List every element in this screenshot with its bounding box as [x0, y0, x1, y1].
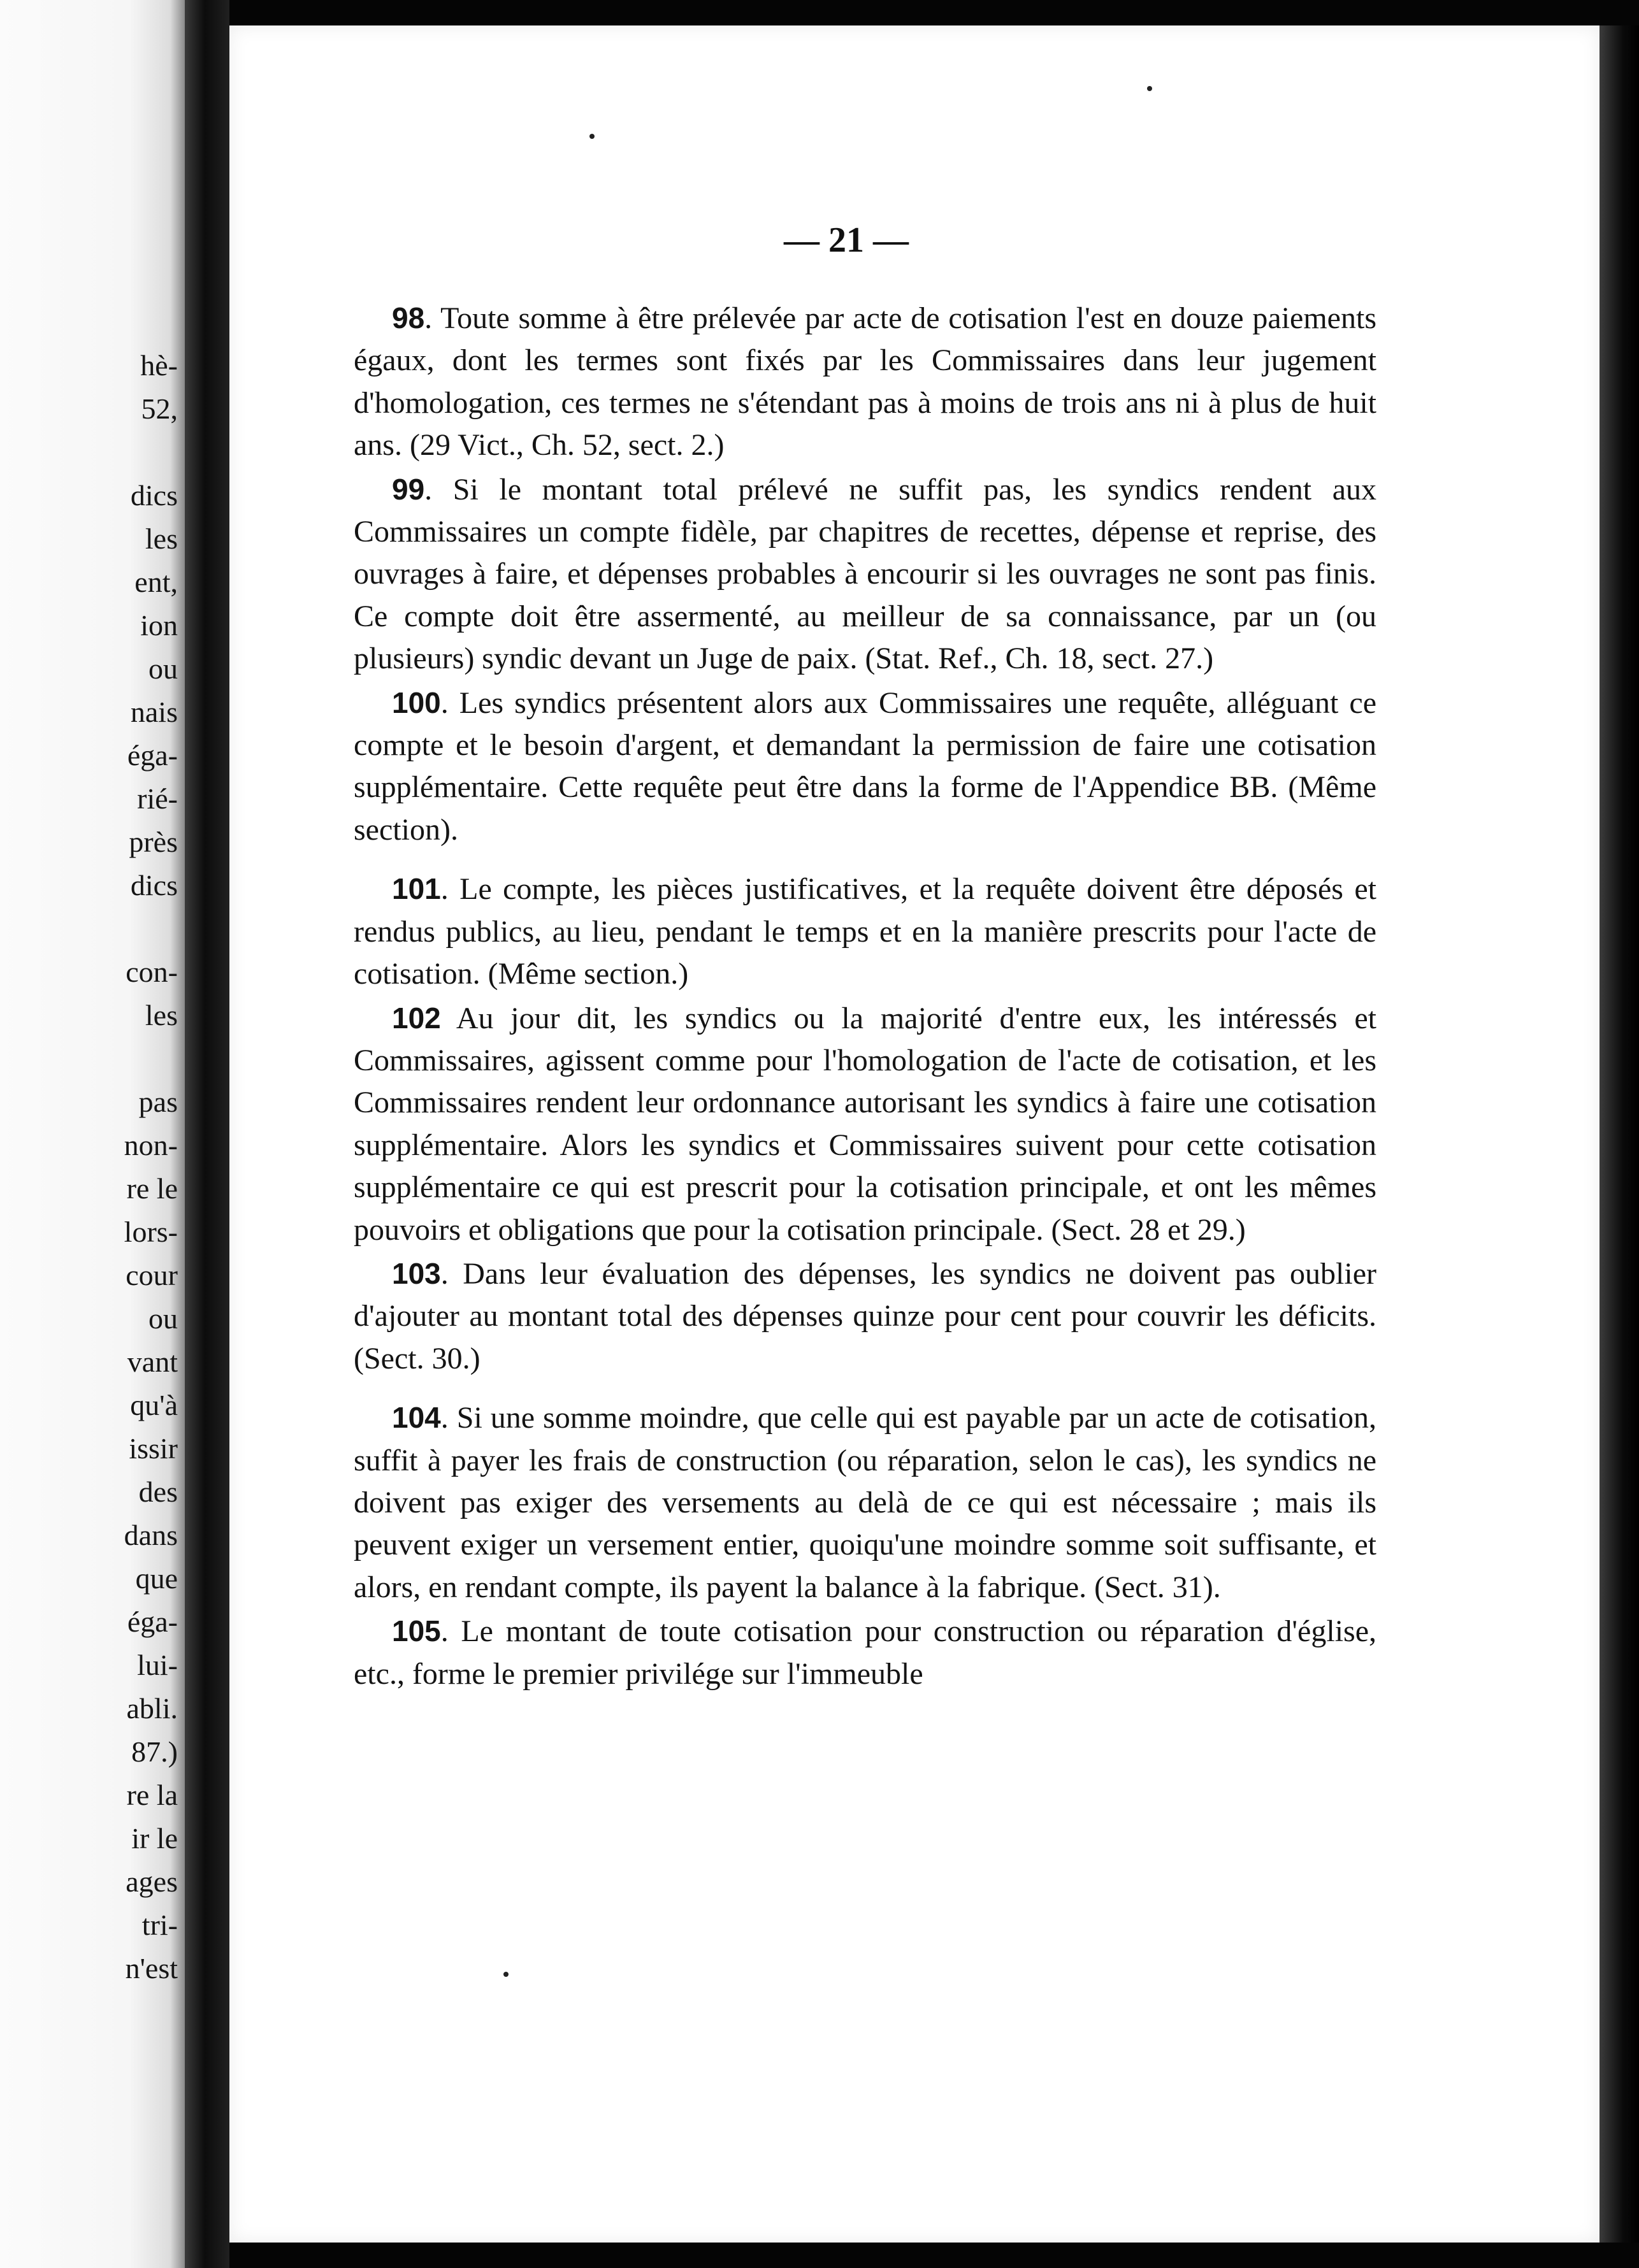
previous-page-fragment: n'est [125, 1952, 178, 1984]
previous-page-fragment: re la [126, 1779, 178, 1811]
speck [503, 1972, 509, 1977]
previous-page-fragment [0, 907, 182, 951]
paragraph-98: 98. Toute somme à être prélevée par acte de cotisation l'est en douze paiements égaux, dont les termes sont fixés par les Commissaires dans leur jugement d'homologation, ces termes ne s'étendant pas à moins de trois ans ni à plus de huit ans. (29 Vict., Ch. 52, sect. 2.) [354, 301, 1376, 463]
speck [1147, 86, 1152, 91]
previous-page-fragment: tri- [141, 1909, 178, 1941]
paragraph-103: 103. Dans leur évaluation des dépenses, les syndics ne doivent pas oublier d'ajouter au montant total des dépenses quinze pour cent pour couvrir les déficits. (Sect. 30.) [354, 1256, 1377, 1375]
previous-page-fragment: nais [130, 696, 178, 728]
previous-page-fragment: ou [148, 1302, 178, 1335]
previous-page-fragment: près [129, 826, 178, 858]
paragraph-104: 104. Si une somme moindre, que celle qui est payable par un acte de cotisation, suffit à payer les frais de construction (ou réparation, selon le cas), les syndics ne doivent pas exiger des versements au delà de ce qui est nécessaire ; mais ils peuvent exiger un versement entier, quoiqu'une moindre somme soit suffisante, et alors, en rendant compte, ils payent la balance à la fabrique. (Sect. 31). [354, 1401, 1377, 1604]
previous-page-fragment: hè- [140, 349, 178, 382]
previous-page-fragment: éga- [127, 1605, 178, 1638]
previous-page-fragment [0, 431, 182, 474]
paragraph-text: Si le montant total prélevé ne suffit pas, les syndics rendent aux Commissaires un compte fidèle, par chapitres de recettes, dépense et reprise, des ouvrages à faire, et dépenses probables à encourir si les ouvrages ne sont pas finis. Ce compte doit être assermenté, au meilleur de sa connaissance, par un (ou plusieurs) syndic devant un Juge de paix. (Stat. Ref., Ch. 18, sect. 27.) [354, 472, 1377, 676]
paragraph-number: 98 [392, 301, 425, 334]
paragraph-number: 100 [392, 685, 441, 719]
previous-page-fragment: vant [127, 1346, 178, 1378]
paragraph-text: Dans leur évaluation des dépenses, les syndics ne doivent pas oublier d'ajouter au montant total des dépenses quinze pour cent pour couvrir les déficits. (Sect. 30.) [354, 1256, 1377, 1375]
previous-page-fragment: dans [124, 1519, 178, 1551]
paragraph-text: Toute somme à être prélevée par acte de cotisation l'est en douze paiements égaux, dont les termes sont fixés par les Commissaires dans leur jugement d'homologation, ces termes ne s'étendant pas à moins de trois ans ni à plus de huit ans. (29 Vict., Ch. 52, sect. 2.) [354, 301, 1376, 463]
previous-page-fragment: issir [129, 1432, 178, 1465]
previous-page-fragment: dics [130, 479, 178, 512]
speck [589, 134, 595, 139]
previous-page-fragment: les [145, 522, 178, 555]
previous-page-fragment: ion [140, 609, 178, 642]
previous-page-fragment: des [138, 1475, 178, 1508]
paragraph-text: Au jour dit, les syndics ou la majorité d'entre eux, les intéressés et Commissaires, agissent comme pour l'homologation de l'acte de cotisation, et les Commissaires rendent leur ordonnance autorisant les syndics à faire une cotisation supplémentaire. Alors les syndics et Commissaires suivent pour cette cotisation supplémentaire ce qui est prescrit pour la cotisation principale, et ont les mêmes pouvoirs et obligations que pour la cotisation principale. (Sect. 28 et 29.) [354, 1001, 1376, 1247]
previous-page-fragment: pas [138, 1086, 178, 1118]
previous-page-fragment: ages [126, 1865, 178, 1898]
paragraph-number: 104 [392, 1401, 441, 1435]
previous-page-fragment: que [135, 1562, 178, 1595]
previous-page-fragment: ir le [131, 1822, 178, 1855]
paragraph-99: 99. Si le montant total prélevé ne suffit pas, les syndics rendent aux Commissaires un compte fidèle, par chapitres de recettes, dépense et reprise, des ouvrages à faire, et dépenses probables à encourir si les ouvrages ne sont pas finis. Ce compte doit être assermenté, au meilleur de sa connaissance, par un (ou plusieurs) syndic devant un Juge de paix. (Stat. Ref., Ch. 18, sect. 27.) [354, 472, 1377, 676]
paragraph-number: 103 [392, 1256, 441, 1290]
paragraph-number: 99 [392, 472, 425, 506]
page-edge-shadow [1599, 25, 1639, 2243]
paragraph-text: Le montant de toute cotisation pour construction ou réparation d'église, etc., forme le premier privilége sur l'immeuble [354, 1614, 1377, 1691]
paragraph-text: Les syndics présentent alors aux Commissaires une requête, alléguant ce compte et le besoin d'argent, et demandant la permission de faire une cotisation supplémentaire. Cette requête peut être dans la forme de l'Appendice BB. (Même section). [354, 685, 1377, 847]
previous-page-fragment: lors- [124, 1216, 178, 1248]
previous-page-fragment: ou [148, 652, 178, 685]
paragraph-text: Si une somme moindre, que celle qui est payable par un acte de cotisation, suffit à payer les frais de construction (ou réparation, selon le cas), les syndics ne doivent pas exiger des versements au delà de ce qui est nécessaire ; mais ils peuvent exiger un versement entier, quoiqu'une moindre somme soit suffisante, et alors, en rendant compte, ils payent la balance à la fabrique. (Sect. 31). [354, 1401, 1377, 1604]
previous-page-fragment: con- [126, 956, 178, 988]
previous-page-fragment: rié- [137, 782, 178, 815]
previous-page-fragment: re le [126, 1172, 178, 1205]
previous-page-fragment: ent, [134, 566, 178, 598]
previous-page-text-fragments [0, 344, 182, 1990]
paragraph-number: 105 [392, 1614, 441, 1648]
paragraph-101: 101. Le compte, les pièces justificatives, et la requête doivent être déposés et rendus publics, au lieu, pendant le temps et en la manière prescrits pour l'acte de cotisation. (Même section.) [354, 872, 1376, 991]
paragraph-text: Le compte, les pièces justificatives, et la requête doivent être déposés et rendus publics, au lieu, pendant le temps et en la manière prescrits pour l'acte de cotisation. (Même section.) [354, 872, 1376, 991]
previous-page-fragment: éga- [127, 739, 178, 772]
paragraph-number: 102 [392, 1001, 441, 1035]
paragraph-102 [354, 997, 1376, 1251]
previous-page-fragment [0, 1037, 182, 1080]
previous-page-fragment: cour [126, 1259, 178, 1291]
paragraph-100: 100. Les syndics présentent alors aux Commissaires une requête, alléguant ce compte et le besoin d'argent, et demandant la permission de faire une cotisation supplémentaire. Cette requête peut être dans la forme de l'Appendice BB. (Même section). [354, 685, 1377, 847]
paragraph-number: 101 [392, 872, 441, 906]
previous-page-fragment: lui- [137, 1649, 178, 1681]
previous-page-fragment: 87.) [131, 1735, 178, 1768]
page-body [354, 297, 1376, 1695]
previous-page-fragment: les [145, 999, 178, 1031]
previous-page-fragment: non- [124, 1129, 178, 1161]
paragraph-105: 105. Le montant de toute cotisation pour construction ou réparation d'église, etc., forme le premier privilége sur l'immeuble [354, 1614, 1377, 1691]
previous-page-fragment: dics [130, 869, 178, 901]
book-gutter [185, 0, 229, 2268]
previous-page-margin [0, 0, 185, 2268]
previous-page-fragment: 52, [141, 392, 178, 425]
previous-page-fragment: abli. [126, 1692, 178, 1725]
page-number: — 21 — [784, 220, 909, 260]
previous-page-fragment: qu'à [130, 1389, 178, 1421]
